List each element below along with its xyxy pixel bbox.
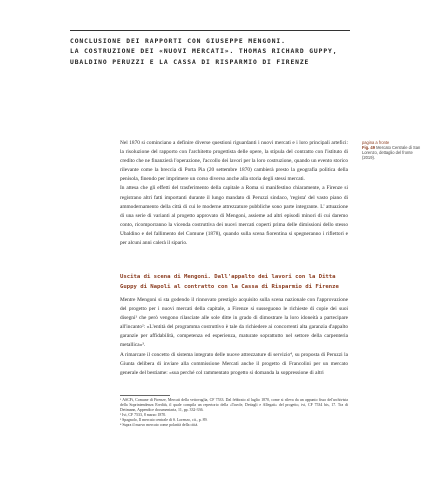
chapter-title-line-3: UBALDINO PERUZZI E LA CASSA DI RISPARMIO DI FIRENZE bbox=[70, 58, 310, 66]
section-heading: Uscita di scena di Mengoni. Dall'appalto dei lavori con la Ditta Guppy di Napoli al contratto con la Cassa di Risparmio di Firenze bbox=[120, 274, 339, 290]
sidenote-head: pagina a fronte bbox=[362, 140, 390, 145]
figure-reference: Fig. 49 bbox=[362, 145, 375, 151]
footnote: ² Ivi, CF 7533, 8 marzo 1870. bbox=[120, 412, 167, 417]
footnote: ³ Spagnolo, Il mercato centrale di S. Lorenzo, cit., p. 89. bbox=[120, 417, 208, 422]
chapter-title bbox=[70, 37, 390, 68]
main-text-block bbox=[120, 139, 348, 248]
footnote: ¹ ASCFi, Comune di Firenze, Mercati della vettovaglia, CF 7533. Dal febbraio al luglio 1870, come si rileva da un appunto fisso del'archivista della Soprintendenza Eredità, il quale compila un repertorio della «Tavole, Dettagli e Allegati» del progetto, ivi, CF 7534 bis, 17. Tra di Dettmann, Appendice documentaria, 11, pp. 332-336. bbox=[120, 398, 348, 412]
figure-caption-text: Mercato Centrale di San Lorenzo, dettaglio del fronte (2019). bbox=[362, 145, 421, 161]
footnotes bbox=[120, 398, 348, 427]
chapter-title-line-1: CONCLUSIONE DEI RAPPORTI CON GIUSEPPE MENGONI. bbox=[70, 38, 286, 45]
paragraph: Nel 1870 si cominciano a definire diverse questioni riguardanti i nuovi mercati e i loro principali artefici: la risoluzione del rapporto con l'architetto progettista delle opere, la stipula del contratto con l'istituto di credito che ne finanzierà l'operazione, l'accollo dei lavori per la loro costruzione, quando un evento storico rilevante come la breccia di Porta Pia (20 settembre 1870) cambierà presto la geografia politica della penisola, finendo per imprimere un corso diverso anche alla storia degli stessi mercati. bbox=[120, 140, 348, 183]
paragraph: A rimarcare il concetto di sistema integrato delle nuove attrezzature di servizio⁴, su proposta di Peruzzi la Giunta delibera di inviare alla commissione Mercati anche il progetto di Francolini per un mercato generale del bestiame: «sua perché col rammentato progetto si domanda la soppressione di altri bbox=[120, 351, 348, 376]
footnote-rule bbox=[120, 395, 170, 396]
footnote: ⁴ Supra il nuovo mercato come polarità della città. bbox=[120, 422, 199, 427]
figure-caption-sidenote bbox=[362, 140, 422, 160]
paragraph: Mentre Mengoni si sta godendo il rinnovato prestigio acquisito sulla scena nazionale con l'approvazione del progetto per i nuovi mercati della capitale, a Firenze si susseguono le richieste di copie dei suoi disegni¹ che però vengono rilasciate alle sole ditte in grado di dimostrare la loro idoneità a partecipare all'incanto²: «L'entità del programma costruttivo è tale da richiedere ai concorrenti alta garanzia d'appalto garanzie per affidabilità, competenza ed esperienza, maturate soprattutto nel settore della carpenteria metallica»³. bbox=[120, 297, 348, 349]
paragraph: In attesa che gli effetti del trasferimento della capitale a Roma si manifestino chiaramente, a Firenze si registrano altri fatti importanti durante il lungo mandato di Peruzzi sindaco, 'regista' del vasto piano di ammodernamento della città di cui le moderne attrezzature pubbliche sono parte integrante. L' attuazione di una serie di varianti al progetto approvato di Mengoni, assieme ad altri episodi minori di cui daremo conto, ricomporranno la vicenda costruttiva dei nuovi mercati coperti prima delle dimissioni dello stesso Ubaldino e del fallimento del Comune (1878), quando sulla scena fiorentina si spegneranno i riflettori e per alcuni anni calerà il sipario. bbox=[120, 185, 348, 247]
header-rule bbox=[70, 30, 350, 31]
section-text-block bbox=[120, 296, 348, 378]
chapter-title-line-2: LA COSTRUZIONE DEI «NUOVI MERCATI». THOMAS RICHARD GUPPY, bbox=[70, 48, 338, 56]
